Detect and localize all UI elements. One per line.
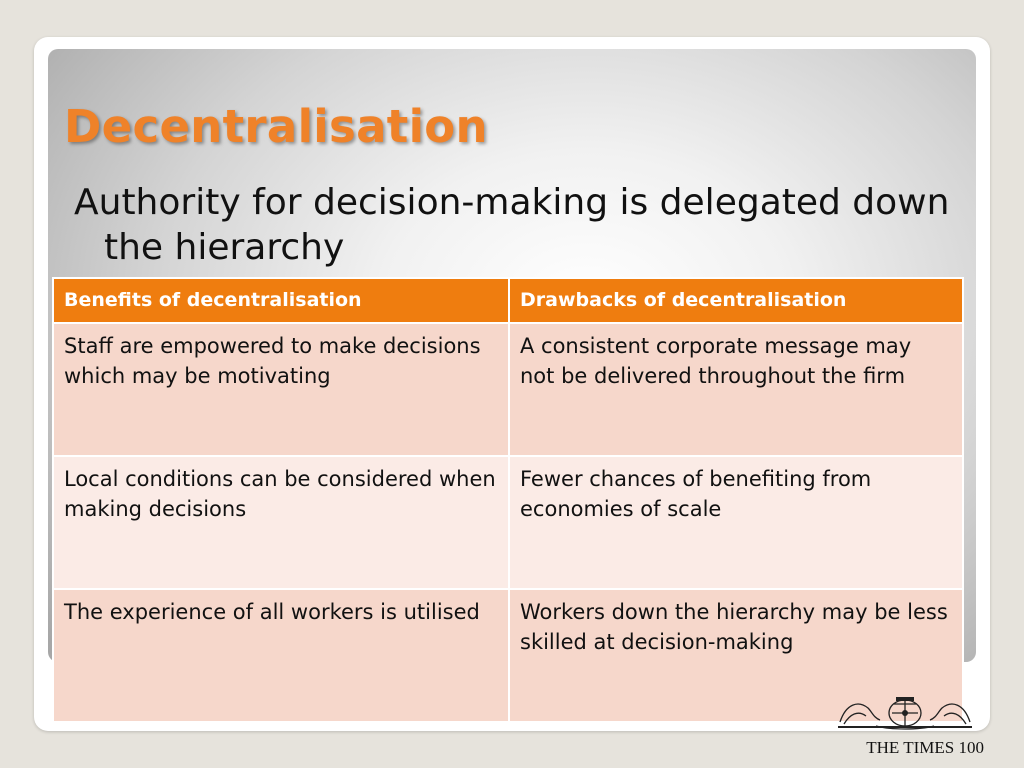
table-row	[53, 456, 963, 589]
royal-crest-icon	[836, 696, 974, 730]
table-header-row	[53, 278, 963, 323]
table-row	[53, 323, 963, 456]
header-drawbacks: Drawbacks of decentralisation	[509, 278, 963, 323]
benefit-cell: Local conditions can be considered when making decisions	[53, 456, 509, 589]
slide-title: Decentralisation	[64, 100, 488, 153]
table-row	[53, 589, 963, 722]
comparison-table	[52, 277, 964, 723]
drawback-cell: A consistent corporate message may not be delivered throughout the firm	[509, 323, 963, 456]
header-benefits: Benefits of decentralisation	[53, 278, 509, 323]
drawback-cell: Fewer chances of benefiting from economies of scale	[509, 456, 963, 589]
footer-brand: THE TIMES 100	[866, 738, 984, 757]
drawback-cell: Workers down the hierarchy may be less skilled at decision-making	[509, 589, 963, 722]
benefit-cell: The experience of all workers is utilised	[53, 589, 509, 722]
benefit-cell: Staff are empowered to make decisions which may be motivating	[53, 323, 509, 456]
slide-subtitle: Authority for decision-making is delegated down the hierarchy	[74, 182, 950, 268]
